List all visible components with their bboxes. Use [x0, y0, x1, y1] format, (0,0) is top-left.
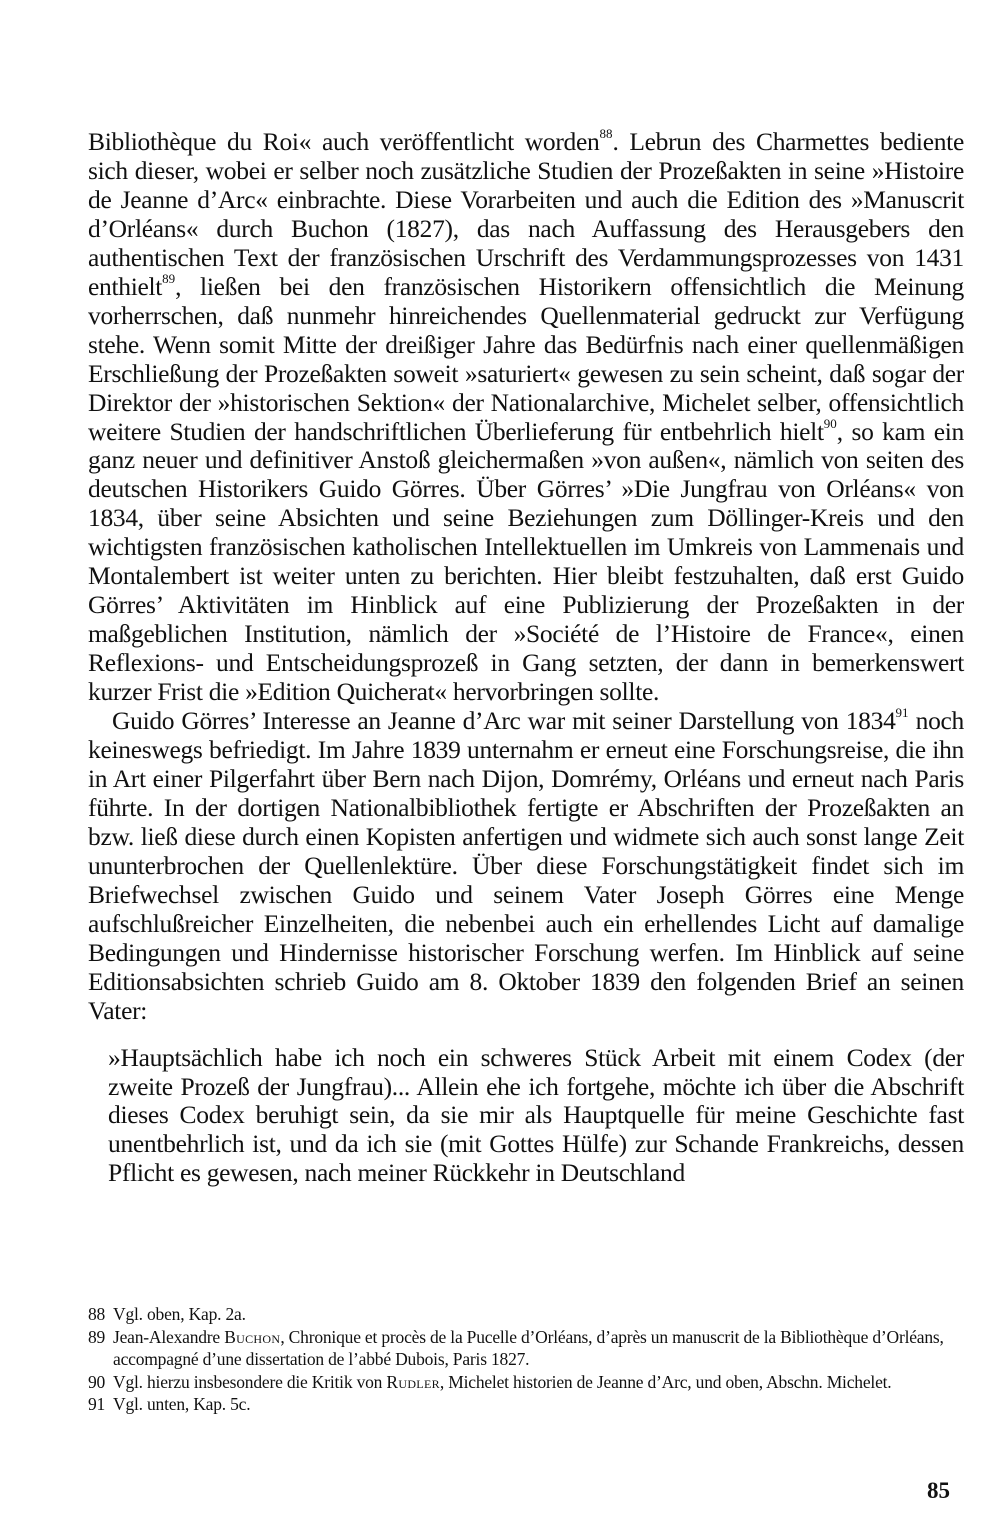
footnote-91	[88, 1393, 964, 1416]
footnote-number: 91	[88, 1394, 106, 1414]
footnote-88	[88, 1303, 964, 1326]
block-quote: »Hauptsächlich habe ich noch ein schweres Stück Arbeit mit einem Codex (der zweite Prozeß der Jungfrau)... Allein ehe ich fortgehe, möchte ich über die Abschrift dieses Codex beruhigt sein, da sie mir als Hauptquelle für meine Geschichte fast unentbehrlich ist, und da ich sie (mit Gottes Hülfe) zur Schande Frankreichs, dessen Pflicht es gewesen, nach meiner Rückkehr in Deutschland	[108, 1042, 964, 1188]
footnote-ref[interactable]: 90	[823, 415, 837, 431]
author-name: Buchon	[224, 1326, 281, 1347]
footnote-ref[interactable]: 88	[599, 126, 613, 141]
footnote-number: 89	[88, 1326, 106, 1347]
text-run: , ließen bei den französischen Historikern offensichtlich die Meinung vorherrschen, daß nunmehr hinreichendes Quellenmaterial gedruckt zur Verfügung stehe. Wenn somit Mitte der dreißiger Jahre das Bedürfnis nach einer quellenmäßigen Erschließung der Prozeßakten soweit »saturiert« gewesen zu sein scheint, daß sogar der Direktor der »historischen Sektion« der Nationalarchive, Michelet selber, offensichtlich weitere Studien der handschriftlichen Überlieferung für entbehrlich hielt	[88, 271, 964, 446]
paragraph-2	[88, 707, 964, 1025]
page-number: 85	[927, 1478, 950, 1503]
text-run: , so kam ein ganz neuer und definitiver Anstoß gleichermaßen »von außen«, nämlich von seiten des deutschen Historikers Guido Görres. Über Görres’ »Die Jungfrau von Orléans« von 1834, über seine Absichten und seine Beziehungen zum Döllinger-Kreis und den wichtigsten französischen katholischen Intellektuellen im Umkreis von Lammenais und Montalembert ist weiter unten zu berichten. Hier bleibt festzuhalten, daß erst Guido Görres’ Aktivitäten im Hinblick auf eine Publizierung der Prozeßakten in der maßgeblichen Institution, nämlich der »Société de l’Histoire de France«, einen Reflexions- und Entscheidungsprozeß in Gang setzten, der dann in bemerkenswert kurzer Frist die »Edition Quicherat« hervorbringen sollte.	[88, 416, 964, 707]
footnote-number: 88	[88, 1304, 106, 1324]
text-run: , Chronique et procès de la Pucelle d’Orléans, d’après un manuscrit de la Bibliothèque d’Orléans, accompagné d’une dissertation de l’abbé Dubois, Paris 1827.	[113, 1326, 944, 1369]
text-run: Jean-Alexandre	[113, 1326, 225, 1347]
text-run: Vgl. oben, Kap. 2a.	[113, 1304, 246, 1324]
text-run: , Michelet historien de Jeanne d’Arc, und oben, Abschn. Michelet.	[439, 1371, 892, 1392]
footnote-ref[interactable]: 91	[895, 705, 909, 721]
footnote-ref[interactable]: 89	[162, 270, 176, 286]
footnote-90	[88, 1371, 964, 1394]
footnotes	[88, 1303, 964, 1416]
text-run: Guido Görres’ Interesse an Jeanne d’Arc war mit seiner Darstellung von 1834	[112, 706, 896, 736]
text-run: Vgl. unten, Kap. 5c.	[113, 1394, 251, 1414]
text-run: noch keineswegs befriedigt. Im Jahre 1839 unternahm er erneut eine Forschungsreise, die ihn in Art einer Pilgerfahrt über Bern nach Dijon, Domrémy, Orléans und erneut nach Paris führte. In der dortigen Nationalbibliothek fertigte er Abschriften der Prozeßakten an bzw. ließ diese durch einen Kopisten anfertigen und widmete sich auch sonst lange Zeit ununterbrochen der Quellenlektüre. Über diese Forschungstätigkeit findet sich im Briefwechsel zwischen Guido und seinem Vater Joseph Görres eine Menge aufschlußreicher Einzelheiten, die nebenbei auch ein erhellendes Licht auf damalige Bedingungen und Hindernisse historischer Forschung werfen. Im Hinblick auf seine Editionsabsichten schrieb Guido am 8. Oktober 1839 den folgenden Brief an seinen Vater:	[88, 706, 965, 1025]
paragraph-1	[88, 128, 964, 707]
footnote-text	[113, 1394, 250, 1414]
footnote-text	[113, 1304, 246, 1324]
text-run: . Lebrun des Charmettes bediente sich dieser, wobei er selber noch zusätzliche Studien der Prozeßakten in seine »Histoire de Jeanne d’Arc« einbrachte. Diese Vorarbeiten und auch die Edition des »Manuscrit d’Orléans« durch Buchon (1827), das nach Auffassung des Herausgebers den authentischen Text der französischen Urschrift des Verdammungsprozesses von 1431 enthielt	[88, 127, 964, 301]
footnote-text	[113, 1372, 891, 1392]
footnote-number: 90	[88, 1371, 106, 1392]
text-run: Vgl. hierzu insbesondere die Kritik von	[113, 1371, 387, 1392]
footnote-89	[88, 1326, 964, 1371]
text-run: Bibliothèque du Roi« auch veröffentlicht worden	[88, 127, 600, 156]
footnote-text	[113, 1327, 944, 1370]
author-name: Rudler	[386, 1371, 440, 1392]
main-text	[88, 128, 964, 1188]
